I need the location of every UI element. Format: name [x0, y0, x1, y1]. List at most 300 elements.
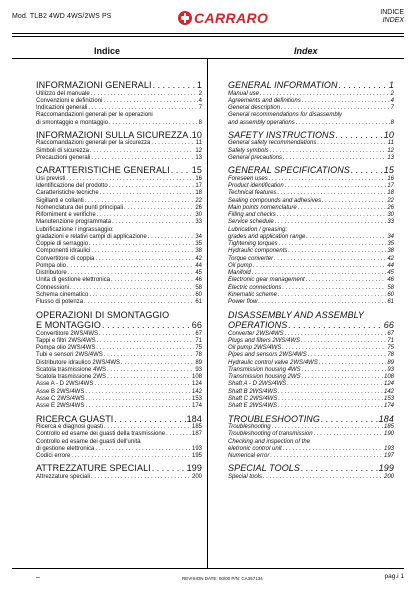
entry-page: 108: [191, 374, 202, 381]
leader-dots: [283, 446, 383, 453]
section-page: 199: [186, 463, 202, 474]
entry-text: Convenzioni e definizioni: [36, 97, 103, 104]
entry-page: 38: [387, 248, 394, 255]
header-label-en: INDEX: [382, 17, 404, 24]
entry-page: 45: [195, 270, 202, 277]
leader-dots: [112, 219, 194, 226]
entry-text: Tightening torques: [228, 241, 278, 248]
leader-dots: [283, 155, 386, 162]
entry-page: 2: [198, 90, 202, 97]
entry-page: 185: [383, 424, 394, 430]
leader-dots: [270, 148, 387, 155]
leader-dots: [278, 396, 383, 403]
entry-page: 26: [387, 204, 394, 211]
toc-entry: [228, 234, 394, 241]
entry-page: 78: [387, 352, 394, 359]
section-title: [36, 130, 202, 141]
toc-entry: [228, 424, 394, 431]
toc-entry: [228, 299, 394, 306]
toc-entry: [36, 256, 202, 263]
right-column-title: Index: [294, 46, 318, 56]
leader-dots: [89, 241, 194, 248]
entry-text: Pompa olio 2WS/4WS: [36, 345, 96, 352]
toc-entry: [36, 396, 202, 403]
entry-page: 124: [383, 381, 394, 388]
leader-dots: [152, 463, 186, 474]
entry-page: 200: [191, 473, 202, 480]
section-page: 66: [383, 320, 394, 331]
toc-entry: [228, 352, 394, 359]
entry-text: grades and application range: [228, 233, 306, 240]
section-title-cont: [36, 320, 202, 331]
entry-text: Troubleshooting: [228, 424, 271, 430]
entry-text: Codici errore: [36, 453, 71, 459]
entry-text: Numerical error: [228, 453, 270, 459]
entry-page: 89: [387, 359, 394, 366]
toc-section: [228, 130, 394, 162]
header-rule-second: [12, 36, 404, 37]
entry-page: 12: [195, 147, 202, 154]
entry-page: 11: [387, 140, 394, 147]
entry-page: 8: [390, 119, 394, 126]
leader-dots: [148, 234, 195, 241]
toc-entry: [36, 431, 202, 438]
toc-entry: [36, 241, 202, 248]
entry-page: 44: [387, 262, 394, 269]
toc-entry: [36, 338, 202, 345]
entry-text: Hydraulic control valve 2WS/4WS: [228, 359, 318, 366]
entry-text: Troubleshooting of transmission: [228, 431, 313, 438]
leader-dots: [336, 130, 383, 141]
leader-dots: [102, 320, 191, 331]
section-page: 15: [191, 165, 202, 176]
toc-entry: [36, 248, 202, 255]
toc-entry: [36, 345, 202, 352]
entry-text: Oil pump: [228, 262, 253, 269]
section-title-text: SAFETY INSTRUCTIONS: [228, 129, 335, 140]
entry-page: 38: [195, 248, 202, 255]
section-page: 1: [196, 80, 202, 90]
entry-page: 18: [195, 190, 202, 197]
toc-entry: [36, 219, 202, 226]
section-title: [228, 310, 394, 321]
entry-page: 17: [195, 183, 202, 190]
entry-page: 46: [387, 277, 394, 284]
entry-page: 17: [387, 183, 394, 190]
entry-text: Electronic gear management: [228, 277, 305, 284]
entry-page: 78: [195, 352, 202, 359]
leader-dots: [104, 352, 195, 359]
entry-page: 61: [195, 299, 202, 306]
toc-entry: [36, 453, 202, 460]
english-toc: [228, 80, 394, 484]
entry-text: Schema cinematico: [36, 291, 89, 298]
leader-dots: [95, 256, 194, 263]
entry-page: 174: [191, 403, 202, 410]
entry-text: di smontaggio e montaggio: [36, 119, 109, 126]
leader-dots: [189, 130, 190, 141]
leader-dots: [301, 463, 378, 474]
section-title-text: E MONTAGGIO: [36, 320, 101, 331]
entry-text: Transmission housing 4WS: [228, 366, 301, 373]
entry-text: Convertitore 2WS/4WS: [36, 330, 99, 337]
entry-text: Main points nomenclature: [228, 204, 297, 211]
entry-page: 93: [387, 366, 394, 373]
leader-dots: [91, 248, 194, 255]
leader-dots: [319, 360, 387, 367]
entry-text: Unità di gestione elettronica: [36, 277, 111, 284]
revision-info: REVISION DATE: 00/00 P/N: CA357134: [182, 576, 263, 581]
entry-text: Caratteristiche tecniche: [36, 190, 99, 197]
entry-page: 7: [390, 105, 394, 111]
entry-text: Tubi e sensori 2WS/4WS: [36, 352, 103, 359]
section-title-text: DISASSEMBLY AND ASSEMBLY: [228, 309, 364, 320]
entry-text: General recommendations for disassembly: [228, 112, 343, 119]
entry-page: 2: [390, 90, 394, 97]
entry-text: Transmission housing 2WS: [228, 374, 301, 381]
entry-page: 185: [191, 424, 202, 430]
entry-text: Tappi e filtri 2WS/4WS: [36, 337, 96, 344]
toc-entry: [36, 105, 202, 112]
leader-dots: [86, 396, 191, 403]
entry-text: Pompa olio: [36, 262, 67, 269]
entry-page: 71: [195, 337, 202, 344]
section-page: 15: [383, 165, 394, 176]
leader-dots: [277, 212, 387, 219]
toc-entry: [36, 176, 202, 183]
entry-text: Service schedule: [228, 219, 274, 226]
entry-text: Coppie di serraggio: [36, 241, 89, 248]
entry-text: Simboli di sicurezza: [36, 147, 90, 154]
leader-dots: [306, 234, 386, 241]
entry-page: 30: [195, 212, 202, 219]
toc-entry: [228, 403, 394, 410]
leader-dots: [89, 292, 194, 299]
leader-dots: [260, 91, 390, 98]
leader-dots: [71, 453, 191, 460]
leader-dots: [91, 474, 191, 481]
toc-entry: [228, 219, 394, 226]
entry-text: Scatola trasmissione 2WS: [36, 374, 107, 381]
entry-text: Filling and checks: [228, 212, 276, 219]
entry-page: 60: [195, 291, 202, 298]
leader-dots: [97, 338, 195, 345]
leader-dots: [67, 263, 194, 270]
leader-dots: [278, 292, 386, 299]
leader-dots: [99, 331, 194, 338]
entry-page: 42: [387, 255, 394, 262]
section-title: [228, 165, 394, 176]
entry-text: Distributore: [36, 270, 67, 277]
toc-entry: [228, 112, 394, 119]
entry-text: Manifold: [228, 270, 251, 277]
entry-text: General precautions: [228, 154, 283, 161]
toc-entry: [228, 453, 394, 460]
leader-dots: [107, 367, 194, 374]
toc-section: [228, 414, 394, 461]
entry-text: Asse B 2WS/4WS: [36, 388, 85, 395]
carraro-logo: [178, 10, 268, 26]
entry-text: Attrezzature speciali: [36, 473, 91, 480]
entry-page: 45: [387, 270, 394, 277]
toc-entry: [228, 227, 394, 234]
section-title: [36, 80, 202, 91]
toc-entry: [228, 292, 394, 299]
entry-text: Agreements and definitions: [228, 97, 301, 104]
entry-page: 174: [383, 403, 394, 410]
entry-text: Technical features: [228, 190, 277, 197]
toc-entry: [228, 367, 394, 374]
leader-dots: [278, 389, 383, 396]
entry-page: 8: [198, 119, 202, 126]
section-title: [228, 80, 394, 91]
leader-dots: [282, 345, 386, 352]
toc-entry: [228, 360, 394, 367]
entry-text: Connessioni: [36, 284, 70, 291]
leader-dots: [306, 277, 387, 284]
toc-entry: [228, 176, 394, 183]
entry-text: Manual use: [228, 90, 260, 97]
entry-text: General description: [228, 105, 281, 111]
section-title: [36, 463, 202, 474]
toc-entry: [228, 98, 394, 105]
entry-text: Power flow: [228, 299, 258, 306]
entry-text: and assembly operations: [228, 119, 295, 126]
entry-page: 187: [191, 431, 202, 438]
toc-entry: [36, 389, 202, 396]
toc-entry: [228, 91, 394, 98]
entry-page: 153: [191, 395, 202, 402]
entry-text: Shaft E 2WS/4WS: [228, 403, 278, 410]
leader-dots: [171, 165, 191, 176]
leader-dots: [321, 414, 378, 425]
section-page: 66: [191, 320, 202, 331]
footer-rule: [12, 568, 404, 569]
entry-text: Lubrificazione / ingrassaggio:: [36, 226, 114, 233]
leader-dots: [91, 91, 198, 98]
section-title: [36, 310, 202, 321]
leader-dots: [285, 183, 387, 190]
header-label-it: INDICE: [380, 9, 404, 16]
toc-entry: [36, 227, 202, 234]
entry-text: Kinematic scheme: [228, 291, 278, 298]
entry-page: 16: [387, 175, 394, 182]
page-number: pag.i 1: [384, 573, 404, 580]
leader-dots: [288, 320, 382, 331]
entry-page: 60: [387, 291, 394, 298]
entry-page: 35: [195, 241, 202, 248]
toc-entry: [228, 105, 394, 112]
leader-dots: [85, 389, 191, 396]
toc-entry: [36, 212, 202, 219]
toc-entry: [36, 292, 202, 299]
toc-entry: [228, 120, 394, 127]
toc-entry: [36, 439, 202, 446]
leader-dots: [285, 331, 387, 338]
toc-entry: [228, 263, 394, 270]
leader-dots: [88, 105, 197, 112]
entry-text: Componenti idraulici: [36, 248, 91, 255]
header-index-label: [380, 9, 404, 25]
toc-entry: [228, 331, 394, 338]
leader-dots: [296, 120, 390, 127]
leader-dots: [111, 277, 194, 284]
section-title-text: OPERAZIONI DI SMONTAGGIO: [36, 309, 170, 320]
section-title-text: CARATTERISTICHE GENERALI: [36, 165, 170, 176]
section-title-text: OPERATIONS: [228, 320, 288, 331]
section-page: 10: [383, 129, 394, 140]
section-title-text: ATTREZZATURE SPECIALI: [36, 463, 151, 474]
toc-section: [36, 463, 202, 481]
toc-section: [36, 165, 202, 306]
entry-page: 142: [191, 388, 202, 395]
leader-dots: [301, 338, 386, 345]
leader-dots: [339, 80, 388, 91]
toc-entry: [228, 474, 394, 481]
entry-text: Convertitore di coppia: [36, 255, 95, 262]
entry-page: 4: [198, 97, 202, 104]
entry-page: 75: [195, 345, 202, 352]
entry-page: 35: [387, 241, 394, 248]
toc-entry: [36, 374, 202, 381]
document-title: Mod. TLB2 4WD 4WS/2WS PS: [12, 13, 112, 20]
toc-entry: [228, 389, 394, 396]
entry-text: eletronic control unit: [228, 445, 282, 452]
toc-section: [228, 463, 394, 481]
entry-page: 197: [383, 453, 394, 459]
section-title-text: GENERAL SPECIFICATIONS: [228, 165, 350, 176]
entry-page: 67: [387, 330, 394, 337]
leader-dots: [253, 263, 386, 270]
entry-page: 13: [387, 154, 394, 161]
toc-entry: [228, 439, 394, 446]
leader-dots: [270, 453, 383, 460]
entry-text: Shaft A - D 2WS/4WS: [228, 381, 287, 388]
leader-dots: [278, 403, 383, 410]
section-page: 184: [186, 413, 202, 424]
leader-dots: [153, 80, 196, 91]
toc-entry: [228, 345, 394, 352]
entry-page: 193: [191, 445, 202, 452]
section-title-text: INFORMAZIONI GENERALI: [36, 80, 152, 90]
leader-dots: [281, 105, 390, 112]
leader-dots: [302, 367, 387, 374]
toc-entry: [36, 234, 202, 241]
toc-section: [36, 310, 202, 411]
toc-entry: [36, 205, 202, 212]
toc-entry: [228, 374, 394, 381]
section-title-cont: [228, 320, 394, 331]
entry-page: 30: [387, 212, 394, 219]
leader-dots: [252, 270, 387, 277]
entry-text: Asse E 2WS/4WS: [36, 403, 85, 410]
leader-dots: [124, 205, 194, 212]
toc-entry: [228, 140, 394, 147]
entry-text: Controllo ed esame dei guasti dell'unità: [36, 438, 141, 445]
toc-entry: [228, 338, 394, 345]
entry-text: Asse A - D 2WS/4WS: [36, 381, 94, 388]
leader-dots: [308, 352, 387, 359]
leader-dots: [322, 198, 386, 205]
entry-page: 61: [387, 299, 394, 306]
toc-entry: [36, 112, 202, 119]
leader-dots: [85, 198, 195, 205]
entry-text: Hydraulic components: [228, 248, 288, 255]
entry-page: 142: [383, 388, 394, 395]
leader-dots: [269, 176, 387, 183]
toc-section: [36, 80, 202, 127]
entry-page: 195: [191, 453, 202, 459]
entry-page: 33: [195, 219, 202, 226]
toc-section: [36, 414, 202, 461]
toc-entry: [228, 277, 394, 284]
toc-entry: [36, 446, 202, 453]
entry-text: Sealing compounds and adhesives: [228, 197, 322, 204]
entry-page: 71: [387, 337, 394, 344]
toc-entry: [228, 198, 394, 205]
page-footer: [12, 574, 404, 584]
entry-text: Riforniment e verifiche: [36, 212, 96, 219]
entry-text: Utilizzo del manuale: [36, 90, 90, 97]
toc-entry: [228, 241, 394, 248]
leader-dots: [351, 165, 383, 176]
toc-entry: [36, 352, 202, 359]
toc-entry: [228, 148, 394, 155]
carraro-logo-icon: [178, 11, 192, 25]
toc-entry: [228, 190, 394, 197]
section-title: [228, 130, 394, 141]
logo-text: CARRARO: [194, 10, 269, 26]
toc-entry: [228, 396, 394, 403]
entry-page: 193: [383, 445, 394, 452]
leader-dots: [258, 299, 386, 306]
entry-page: 7: [198, 105, 202, 111]
leader-dots: [302, 98, 390, 105]
entry-page: 13: [195, 154, 202, 161]
entry-page: 11: [195, 140, 202, 147]
entry-text: Checking and inspection of the: [228, 438, 311, 445]
section-title-text: GENERAL INFORMATION: [228, 80, 338, 90]
entry-page: 58: [387, 284, 394, 291]
entry-text: Foreseen uses: [228, 175, 268, 182]
section-page: 1: [388, 80, 394, 90]
leader-dots: [94, 381, 191, 388]
toc-entry: [228, 381, 394, 388]
toc-section: [228, 165, 394, 306]
entry-page: 200: [383, 473, 394, 480]
leader-dots: [91, 155, 194, 162]
section-title: [36, 414, 202, 425]
leader-dots: [66, 176, 194, 183]
entry-page: 34: [387, 233, 394, 240]
leader-dots: [288, 248, 386, 255]
entry-text: Raccomandazioni generali per la sicurezza: [36, 140, 151, 147]
leader-dots: [263, 474, 383, 481]
toc-entry: [36, 424, 202, 431]
leader-dots: [85, 403, 191, 410]
toc-entry: [36, 183, 202, 190]
leader-dots: [166, 431, 191, 438]
leader-dots: [107, 374, 191, 381]
leader-dots: [104, 424, 191, 431]
entry-text: Controllo ed esame dei guasti della trasmissione: [36, 431, 166, 438]
entry-text: Raccomandazioni generali per le operazioni: [36, 112, 153, 119]
entry-text: Shaft B 2WS/4WS: [228, 388, 278, 395]
toc-entry: [228, 248, 394, 255]
entry-text: Lubrication / greasing:: [228, 226, 288, 233]
entry-page: 34: [195, 233, 202, 240]
leader-dots: [114, 414, 185, 425]
